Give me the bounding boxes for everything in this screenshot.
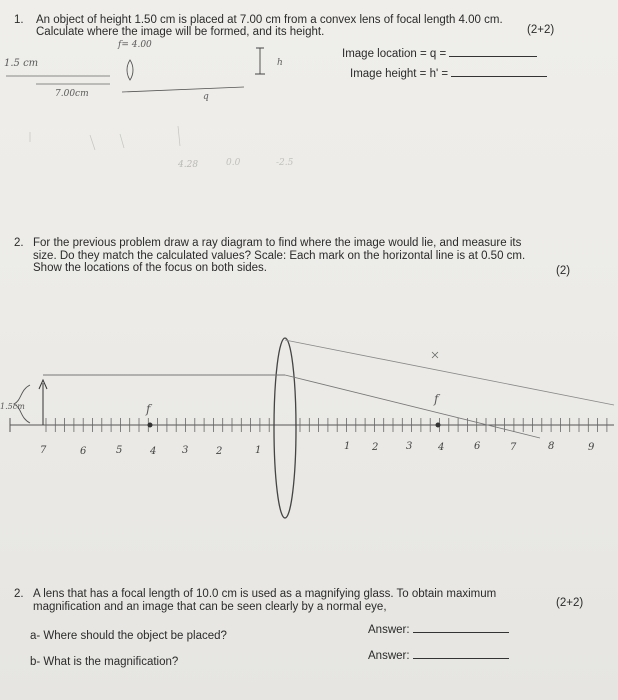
- q3-line1: A lens that has a focal length of 10.0 cm is used as a magnifying glass. To obtain maximum: [33, 588, 497, 600]
- q3-b-label: b- What is the magnification?: [30, 656, 179, 668]
- tick-label: 1: [344, 441, 351, 452]
- q2-points: (2): [556, 265, 571, 277]
- q3-answer-b: [368, 648, 509, 663]
- q3-a-label: a- Where should the object be placed?: [30, 630, 227, 642]
- hw-distance: 7.00cm: [55, 89, 89, 99]
- tick-label: 3: [182, 445, 189, 456]
- convex-lens: [274, 338, 296, 518]
- q3-line2: magnification and an image that can be seen clearly by a normal eye,: [33, 601, 387, 613]
- q2-line3: Show the locations of the focus on both sides.: [33, 262, 267, 274]
- answer-a-blank[interactable]: [413, 622, 509, 633]
- tick-label: 1: [255, 445, 262, 456]
- diagram-focus-right: f: [434, 392, 439, 406]
- hw-faint3: -2.5: [276, 158, 294, 168]
- image-height-label: Image height = h' =: [350, 68, 449, 80]
- answer-b-blank[interactable]: [413, 648, 509, 659]
- tick-label: 7: [510, 442, 517, 453]
- q2-line2: size. Do they match the calculated values? Scale: Each mark on the horizontal line is at 0.50 cm.: [33, 250, 526, 262]
- image-location-label: Image location = q =: [342, 48, 447, 60]
- q1-line2: Calculate where the image will be formed, and its height.: [36, 26, 325, 38]
- q1-number: 1.: [14, 14, 24, 26]
- hw-x-mark: [432, 352, 438, 358]
- q3-points: (2+2): [556, 597, 584, 609]
- tick-label: 7: [40, 445, 47, 456]
- hw-focal: f= 4.00: [118, 40, 152, 50]
- tick-label: 9: [588, 442, 595, 453]
- diagram-focus-left: f: [146, 402, 151, 416]
- hw-faint2: 0.0: [226, 158, 241, 168]
- tick-label: 5: [116, 445, 123, 456]
- tick-label: 6: [80, 446, 87, 457]
- hw-faint1: 4.28: [178, 160, 199, 170]
- refracted-ray: [285, 375, 540, 438]
- upper-ray: [285, 340, 614, 405]
- answer-b-label: Answer:: [368, 650, 410, 662]
- q2-line1: For the previous problem draw a ray diagram to find where the image would lie, and measure its: [33, 237, 522, 249]
- diagram-object-label: 1.5cm: [0, 402, 25, 411]
- q3-answer-a: [368, 622, 509, 637]
- q1-points: (2+2): [527, 24, 555, 36]
- hw-q: q: [203, 92, 209, 102]
- q3-number: 2.: [14, 588, 24, 600]
- q2-number: 2.: [14, 237, 24, 249]
- tick-label: 8: [548, 441, 555, 452]
- q1-line1: An object of height 1.50 cm is placed at 7.00 cm from a convex lens of focal length 4.00 cm.: [36, 14, 503, 26]
- hw-h: h: [277, 58, 283, 68]
- tick-label: 6: [474, 441, 481, 452]
- hw-object-height: 1.5 cm: [4, 58, 39, 69]
- tick-label: 4: [150, 446, 157, 457]
- focus-point-left: [148, 423, 153, 428]
- tick-label: 4: [438, 442, 445, 453]
- tick-label: 3: [406, 441, 413, 452]
- focus-point-right: [436, 423, 441, 428]
- tick-label: 2: [372, 442, 379, 453]
- answer-a-label: Answer:: [368, 624, 410, 636]
- tick-label: 2: [216, 446, 223, 457]
